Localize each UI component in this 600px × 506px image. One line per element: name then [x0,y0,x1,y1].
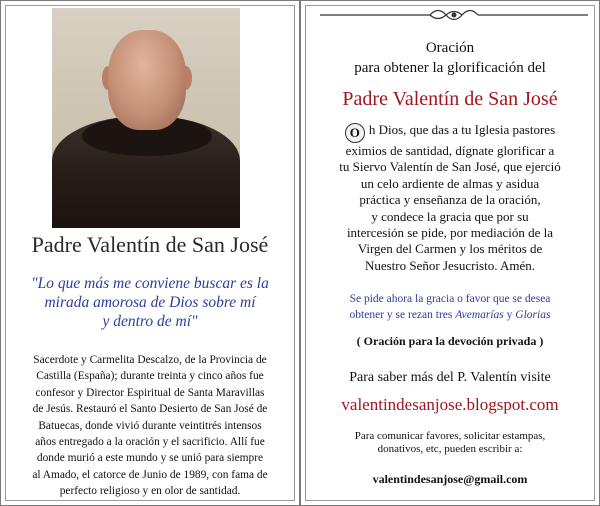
prayer-line: eximios de santidad, dígnate glorificar a [345,143,555,158]
prayer-line: práctica y enseñanza de la oración, [359,192,541,208]
contact-line: donativos, etc, pueden escribir a: [377,443,523,455]
more-info: Para saber más del P. Valentín visite [349,370,551,385]
private-devotion-note: ( Oración para la devoción privada ) [356,334,544,348]
request-text: obtener y se rezan tres [349,309,456,321]
prayer-line: Nuestro Señor Jesucristo. Amén. [364,257,536,273]
dropcap: O [345,123,365,143]
request-and: y [503,309,516,321]
quote-line: y dentro de mí" [102,313,198,330]
request-line: Se pide ahora la gracia o favor que se desea [349,293,551,305]
bio-line: Batuecas, donde vivió durante veintitrés intensos [38,419,262,432]
prayer-line: Virgen del Carmen y los méritos de [357,241,543,257]
request-line [309,307,591,323]
biography [8,352,292,500]
bio-line: perfecto religioso y en olor de santidad. [59,485,241,498]
left-name: Padre Valentín de San José [31,232,269,257]
request-note [309,291,591,323]
quote [14,274,286,331]
ornament-divider [318,4,590,26]
blog-link[interactable]: valentindesanjose.blogspot.com [341,395,559,414]
contact-info [300,430,600,456]
bio-line: donde murió a este mundo y se unió para siempre [36,452,264,465]
heading-line: para obtener la glorificación del [354,60,546,76]
prayer-heading [300,38,600,78]
bio-line: Castilla (España); durante treinta y cinco años fue [36,370,264,383]
prayer-line: intercesión se pide, por mediación de la [346,225,554,241]
portrait-photo [52,8,240,228]
bio-line: años entregado a la oración y el sacrificio. Allí fue [35,436,265,449]
quote-line: "Lo que más me conviene buscar es la [31,275,269,292]
request-avemarias: Avemarías [455,309,504,321]
bio-line: Sacerdote y Carmelita Descalzo, de la Provincia de [33,354,267,366]
prayer-line [309,122,591,143]
prayer-line: un celo ardiente de almas y asidua [360,175,540,191]
bio-line: al Amado, el catorce de Junio de 1989, con fama de [32,468,268,481]
right-name: Padre Valentín de San José [342,88,558,110]
face [108,30,186,130]
prayer-line: tu Siervo Valentín de San José, que ejerció [339,159,561,175]
heading-line: Oración [425,40,475,56]
contact-line: Para comunicar favores, solicitar estampas, [354,430,546,442]
prayer-text [309,122,591,274]
bio-line: confesor y Director Espiritual de Santa Maravillas [35,386,265,399]
bio-line: de Jesús. Restauró el Santo Desierto de San José de [32,403,268,416]
quote-line: mirada amorosa de Dios sobre mí [44,294,256,311]
request-glorias: Glorias [515,309,551,321]
prayer-line: y condece la gracia que por su [371,208,529,224]
email-link[interactable]: valentindesanjose@gmail.com [372,472,528,486]
prayer-first: h Dios, que das a tu Iglesia pastores [368,122,556,137]
